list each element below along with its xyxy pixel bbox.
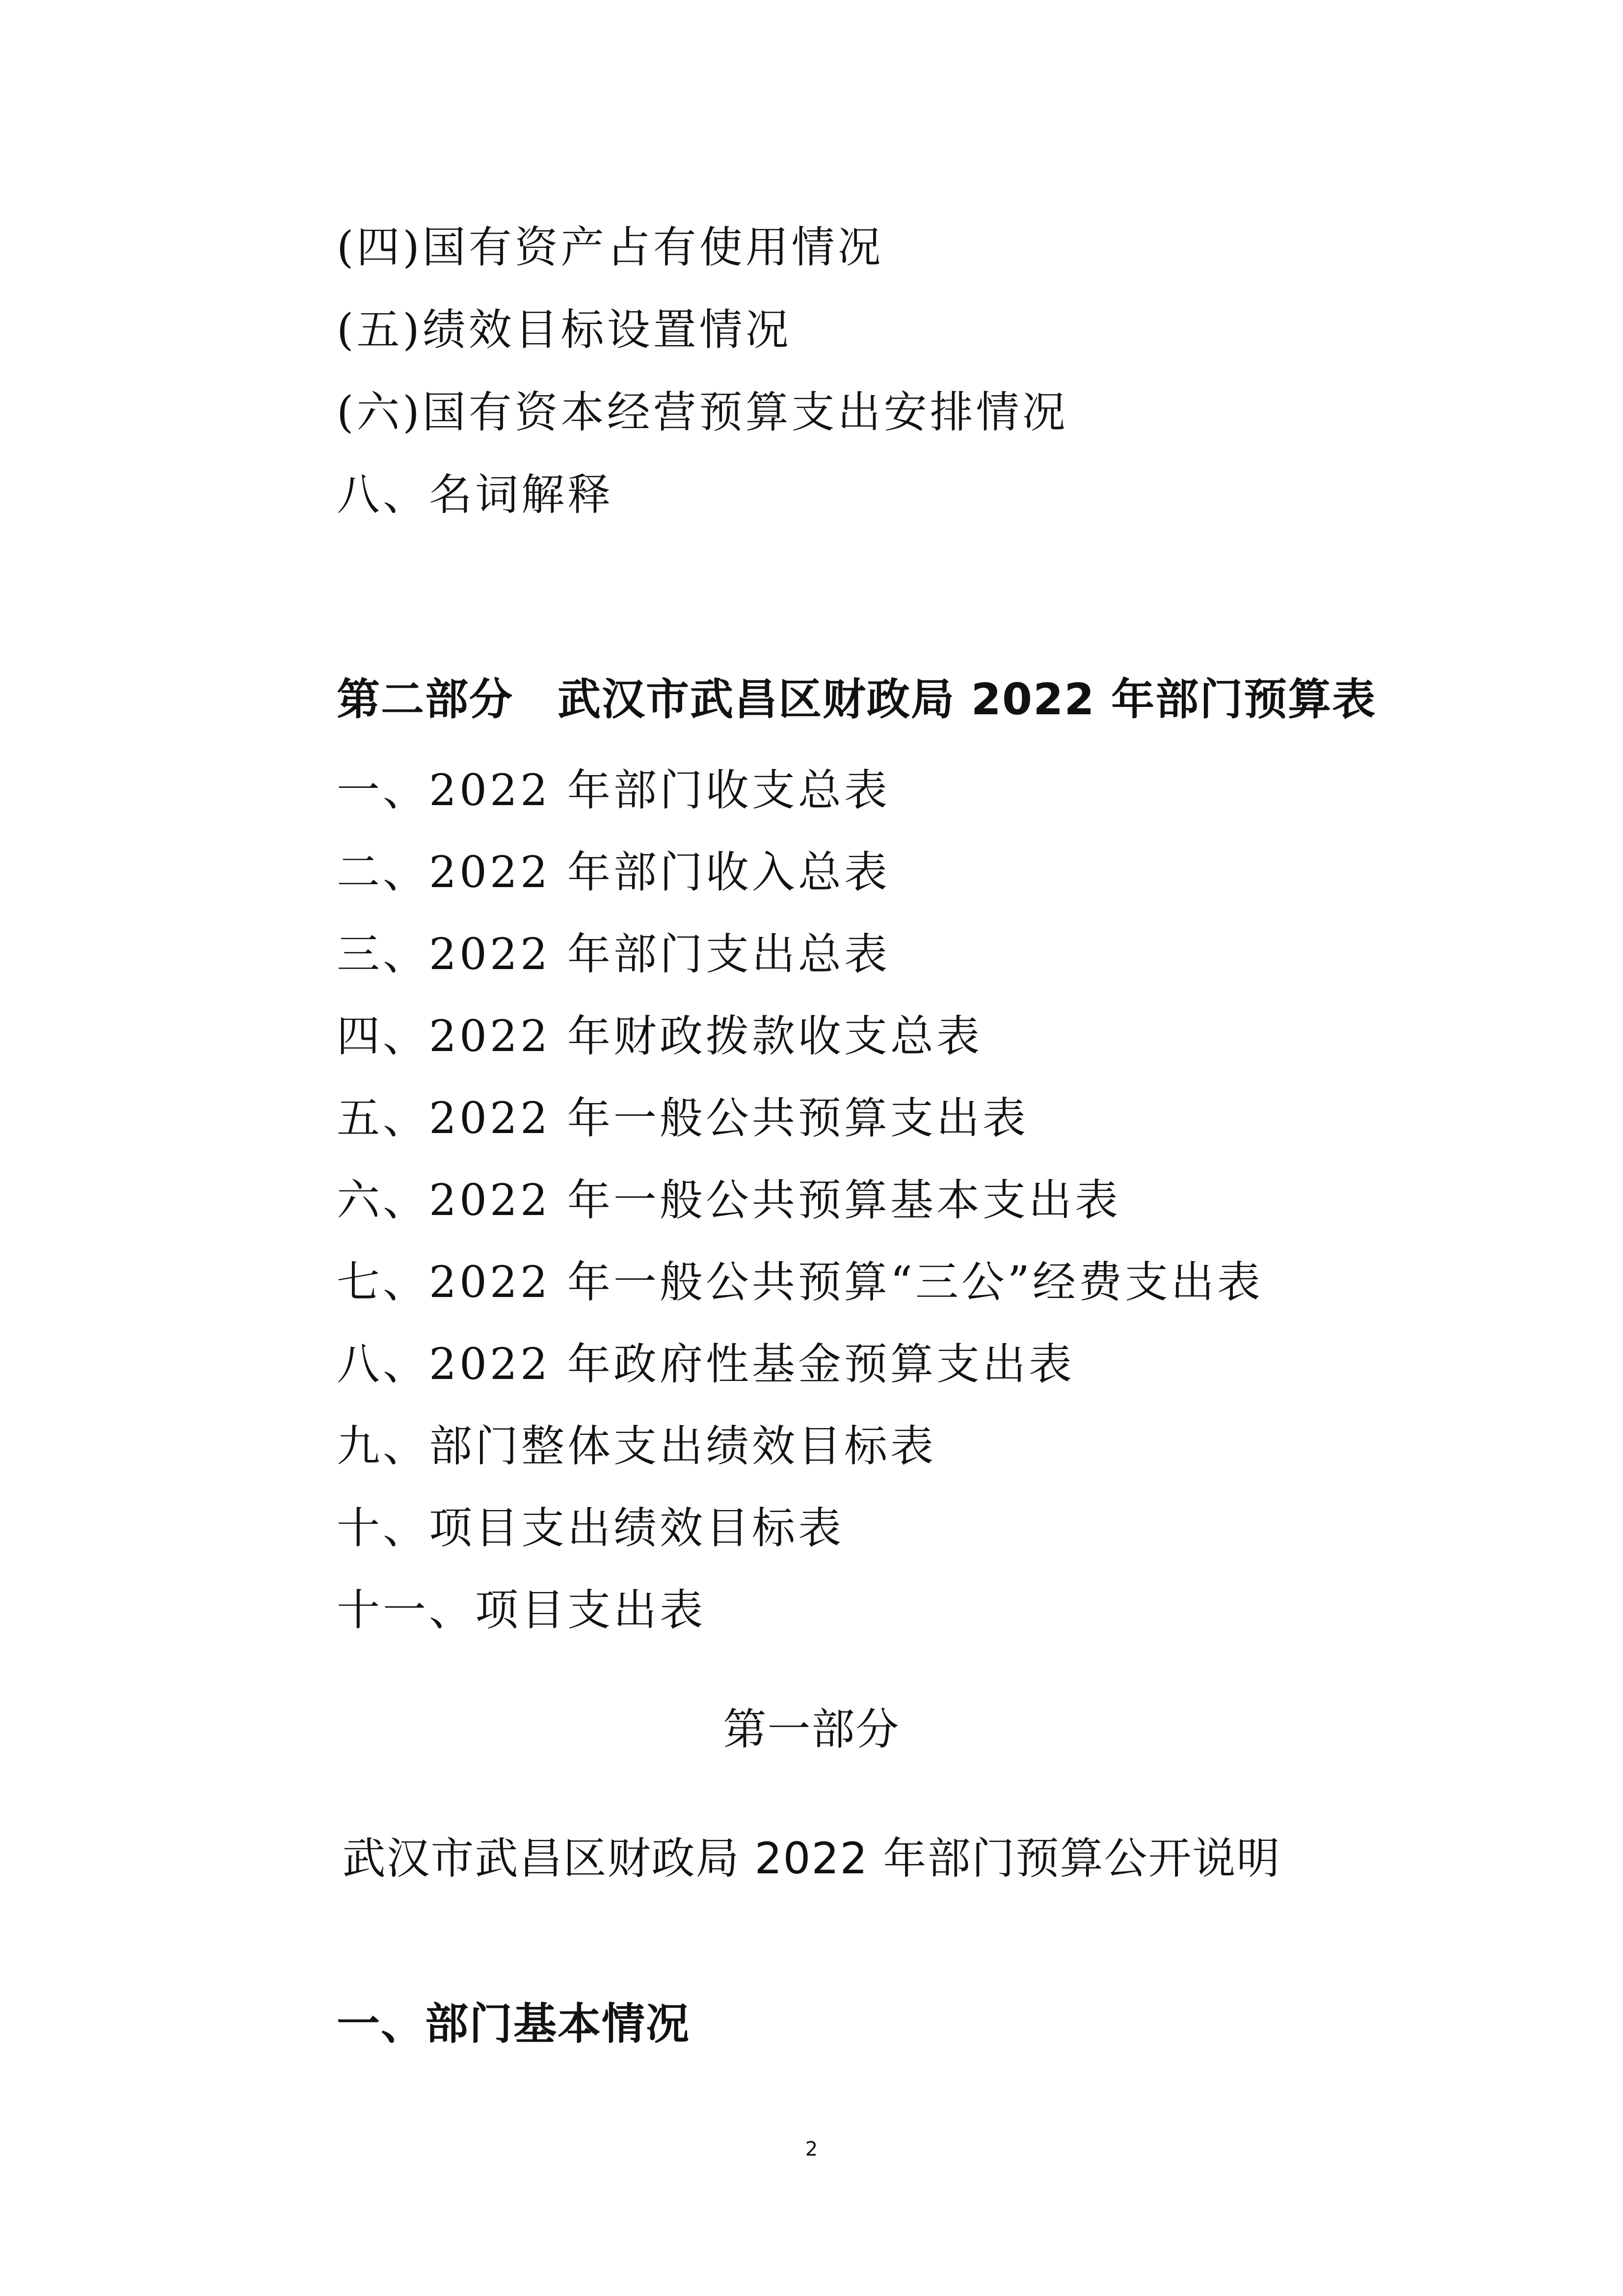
table-list-item: 五、2022 年一般公共预算支出表 [337, 1093, 1029, 1143]
toc-item-glossary: 八、名词解释 [337, 469, 614, 520]
toc-item-state-capital-budget: (六)国有资本经营预算支出安排情况 [337, 387, 1068, 437]
table-list-item: 二、2022 年部门收入总表 [337, 847, 890, 897]
part-two-heading: 第二部分 武汉市武昌区财政局 2022 年部门预算表 [337, 674, 1377, 725]
table-list-item: 十、项目支出绩效目标表 [337, 1503, 845, 1553]
part-one-title: 武汉市武昌区财政局 2022 年部门预算公开说明 [342, 1833, 1281, 1884]
table-list-item: 十一、项目支出表 [337, 1585, 706, 1635]
toc-item-state-assets: (四)国有资产占有使用情况 [337, 222, 884, 272]
table-list-item: 四、2022 年财政拨款收支总表 [337, 1011, 983, 1061]
toc-item-performance-goals: (五)绩效目标设置情况 [337, 304, 792, 355]
page-number: 2 [805, 2138, 818, 2161]
section-heading: 一、部门基本情况 [337, 1999, 691, 2049]
table-list-item: 六、2022 年一般公共预算基本支出表 [337, 1175, 1121, 1225]
table-list-item: 三、2022 年部门支出总表 [337, 929, 890, 979]
table-list-item: 八、2022 年政府性基金预算支出表 [337, 1339, 1075, 1389]
table-list-item: 九、部门整体支出绩效目标表 [337, 1421, 937, 1471]
part-one-label: 第一部分 [723, 1704, 900, 1755]
table-list-item: 七、2022 年一般公共预算“三公”经费支出表 [337, 1257, 1263, 1307]
table-list-item: 一、2022 年部门收支总表 [337, 765, 890, 815]
